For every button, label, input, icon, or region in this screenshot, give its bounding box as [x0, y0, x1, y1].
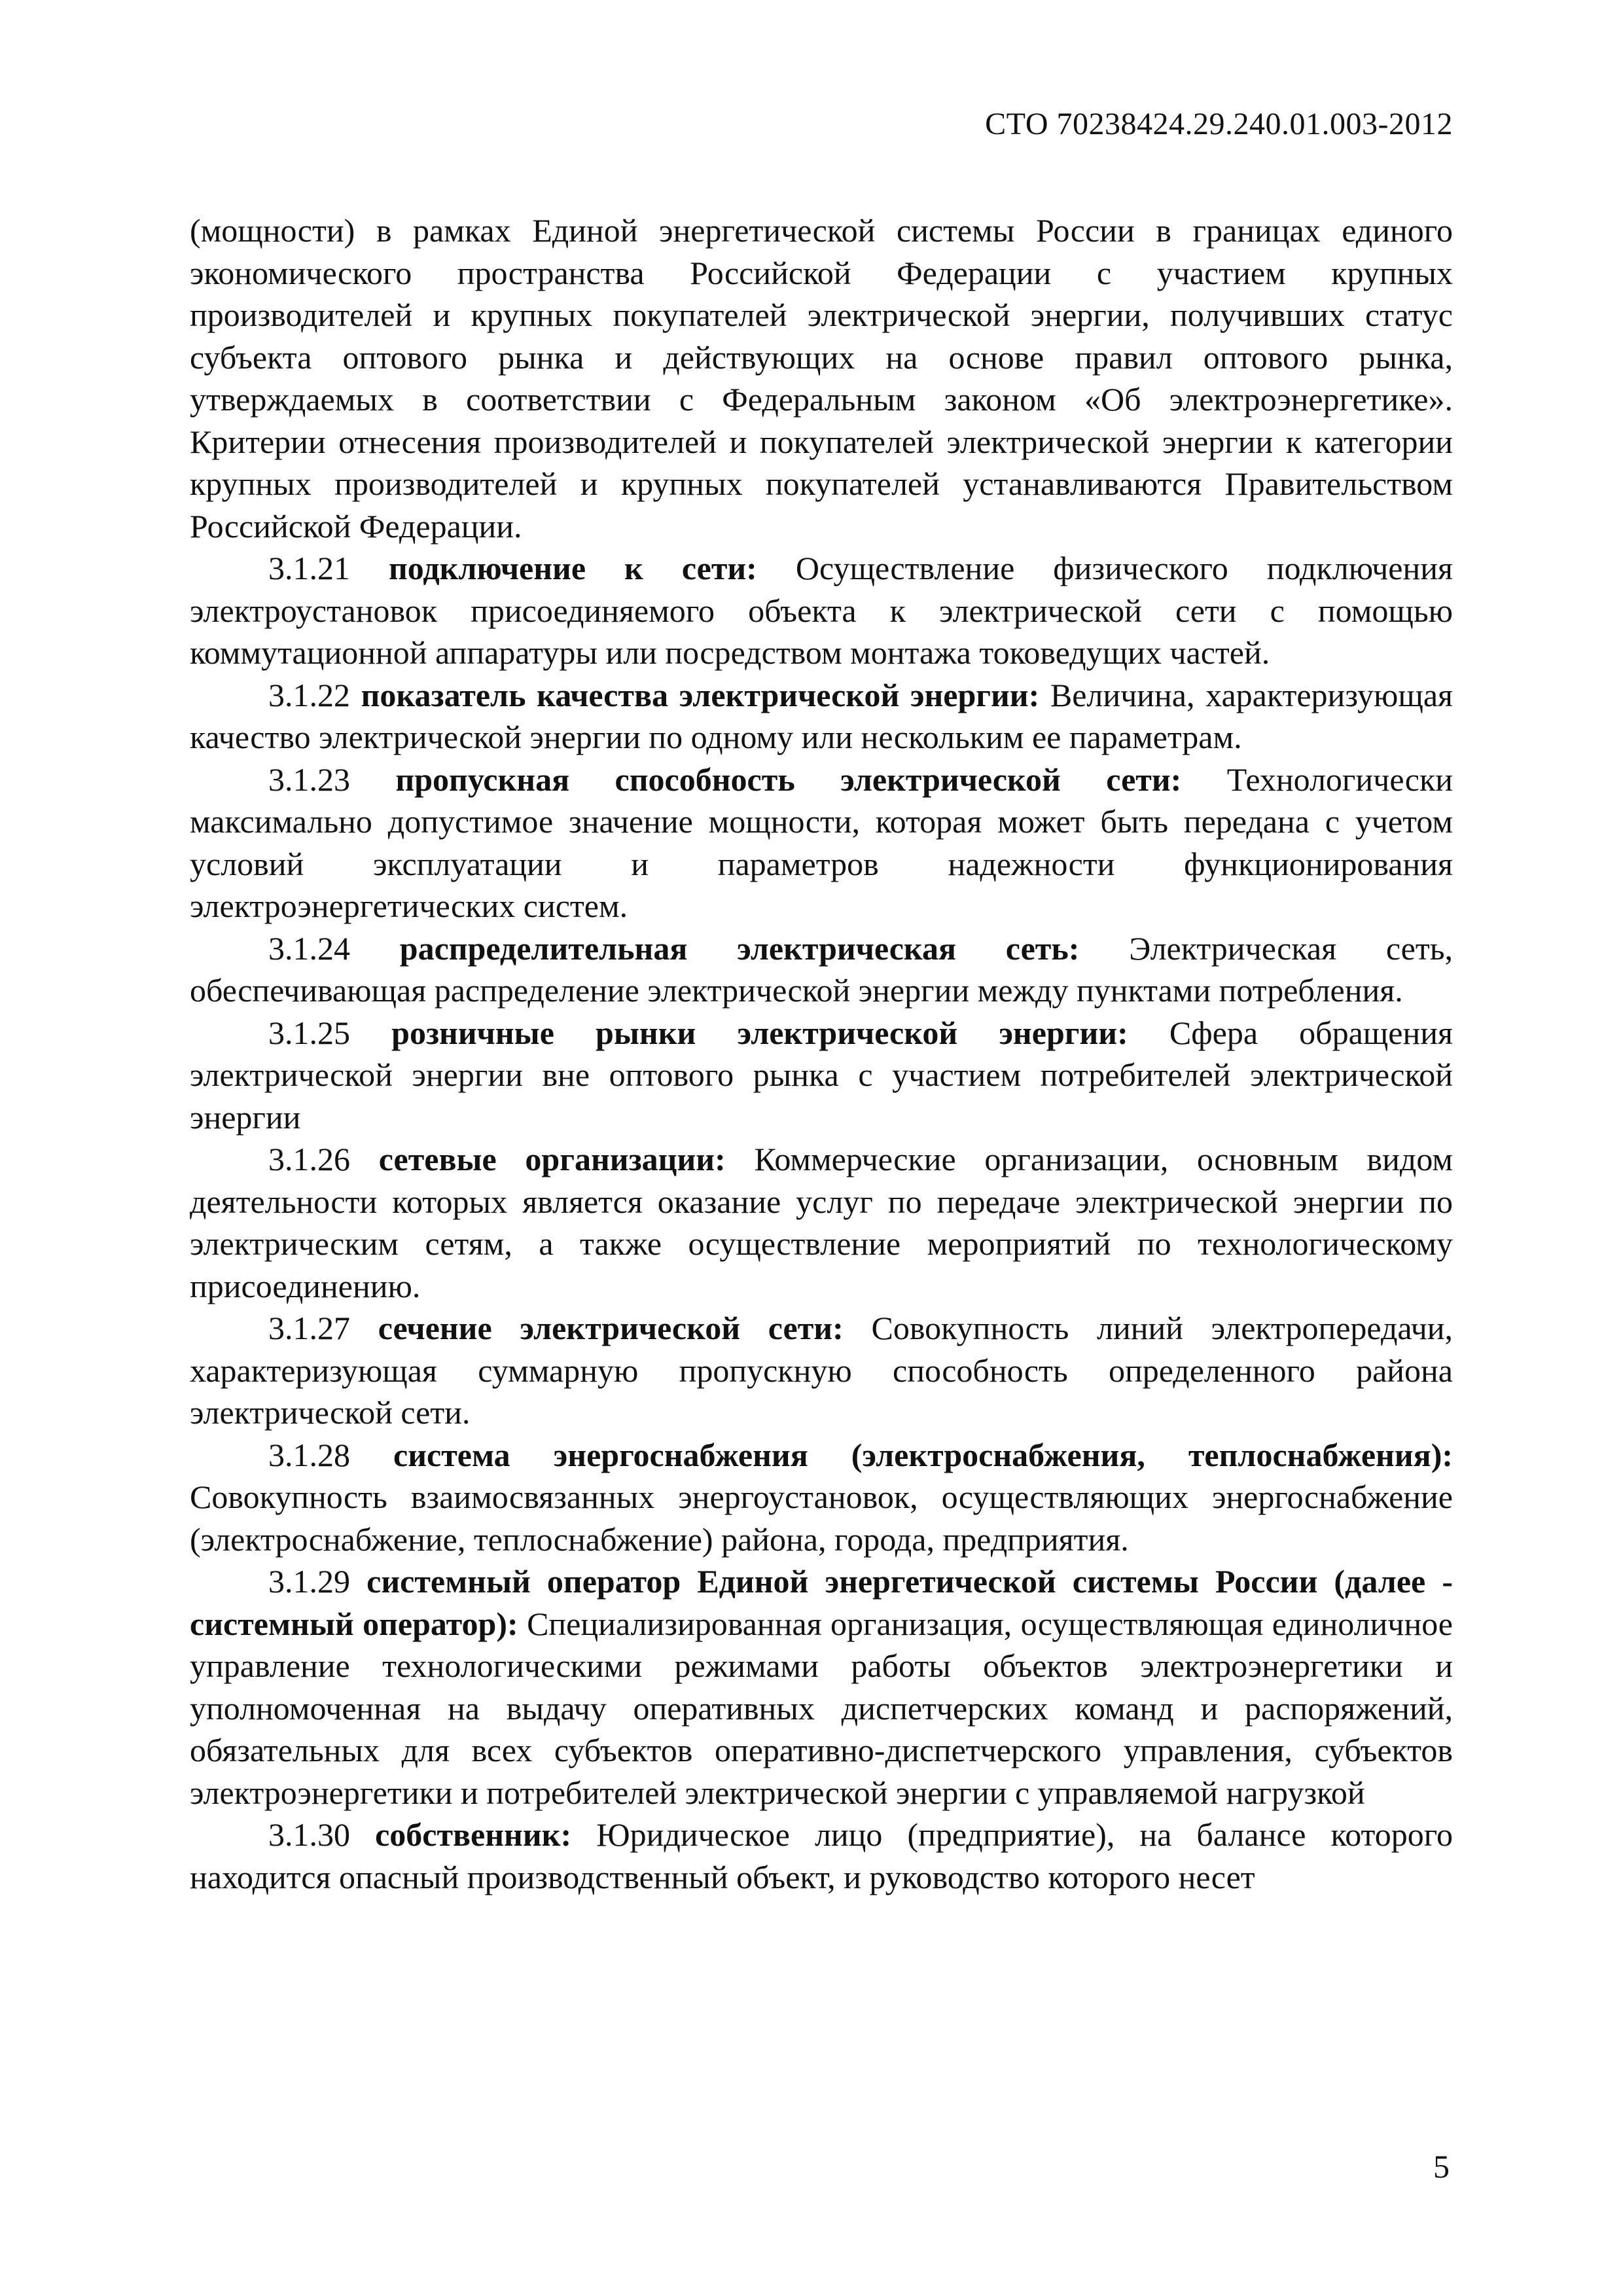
term-number: 3.1.29 — [268, 1563, 350, 1600]
term-3-1-25 — [190, 1012, 1453, 1139]
page-number: 5 — [1433, 2148, 1450, 2185]
term-3-1-26 — [190, 1138, 1453, 1307]
term-definition: Специализированная организация, осуществляющая единоличное управление технологическими режимами работы объектов электроэнергетики и уполномоченная на выдачу оперативных диспетчерских команд и распоряжений, обязательных для всех субъектов оперативно-диспетчерского управления, субъектов электроэнергетики и потребителей электрической энергии с управляемой нагрузкой — [190, 1605, 1453, 1811]
term-definition: Технологически максимально допустимое значение мощности, которая может быть передана с учетом условий эксплуатации и параметров надежности функционирования электроэнергетических систем. — [190, 761, 1453, 924]
term-name: распределительная электрическая сеть: — [399, 929, 1080, 967]
term-name: системный оператор Единой энергетической системы России (далее - системный оператор): — [190, 1563, 1454, 1642]
term-3-1-21 — [190, 547, 1453, 674]
term-number: 3.1.25 — [268, 1014, 350, 1051]
term-3-1-24 — [190, 927, 1453, 1012]
document-code: СТО 70238424.29.240.01.003-2012 — [985, 107, 1453, 141]
term-number: 3.1.21 — [268, 550, 350, 586]
term-number: 3.1.28 — [268, 1436, 350, 1473]
term-3-1-28 — [190, 1434, 1453, 1561]
term-name: подключение к сети: — [389, 550, 757, 586]
term-definition: Сфера обращения электрической энергии вне оптового рынка с участием потребителей электрической энергии — [190, 1014, 1453, 1136]
term-name: сетевые организации: — [378, 1141, 726, 1177]
term-3-1-23 — [190, 759, 1453, 927]
term-number: 3.1.30 — [268, 1816, 350, 1853]
term-definition: Совокупность линий электропередачи, характеризующая суммарную пропускную способность определенного района электрической сети. — [190, 1310, 1453, 1431]
term-name: пропускная способность электрической сети: — [395, 761, 1182, 798]
term-name: сечение электрической сети: — [378, 1310, 844, 1346]
term-definition: Совокупность взаимосвязанных энергоустановок, осуществляющих энергоснабжение (электроснабжение, теплоснабжение) района, города, предприятия. — [190, 1479, 1453, 1558]
term-number: 3.1.24 — [268, 929, 350, 967]
term-definition: Коммерческие организации, основным видом деятельности которых является оказание услуг по передаче электрической энергии по электрическим сетям, а также осуществление мероприятий по технологическому присоединению. — [190, 1141, 1454, 1304]
term-3-1-22 — [190, 674, 1453, 759]
document-body — [190, 209, 1453, 1898]
term-3-1-30 — [190, 1814, 1453, 1898]
term-3-1-29 — [190, 1560, 1453, 1814]
term-name: система энергоснабжения (электроснабжения, теплоснабжения): — [393, 1436, 1453, 1473]
term-definition: Юридическое лицо (предприятие), на балансе которого находится опасный производственный объект, и руководство которого несет — [190, 1816, 1454, 1895]
term-name: собственник: — [375, 1816, 572, 1853]
term-number: 3.1.27 — [268, 1310, 350, 1346]
continuation-paragraph: (мощности) в рамках Единой энергетической системы России в границах единого экономического пространства Российской Федерации с участием крупных производителей и крупных покупателей электрической энергии, получивших статус субъекта оптового рынка и действующих на основе правил оптового рынка, утверждаемых в соответствии с Федеральным законом «Об электроэнергетике». Критерии отнесения производителей и покупателей электрической энергии к категории крупных производителей и крупных покупателей устанавливаются Правительством Российской Федерации. — [190, 212, 1453, 545]
term-definition: Электрическая сеть, обеспечивающая распределение электрической энергии между пунктами потребления. — [190, 929, 1453, 1009]
term-number: 3.1.26 — [268, 1141, 350, 1177]
term-name: показатель качества электрической энергии: — [361, 676, 1040, 713]
term-number: 3.1.23 — [268, 761, 350, 798]
term-number: 3.1.22 — [268, 676, 350, 713]
term-name: розничные рынки электрической энергии: — [391, 1014, 1128, 1051]
term-definition: Осуществление физического подключения электроустановок присоединяемого объекта к электрической сети с помощью коммутационной аппаратуры или посредством монтажа токоведущих частей. — [190, 550, 1454, 671]
term-3-1-27 — [190, 1307, 1453, 1434]
term-definition: Величина, характеризующая качество электрической энергии по одному или нескольким ее параметрам. — [190, 676, 1454, 755]
